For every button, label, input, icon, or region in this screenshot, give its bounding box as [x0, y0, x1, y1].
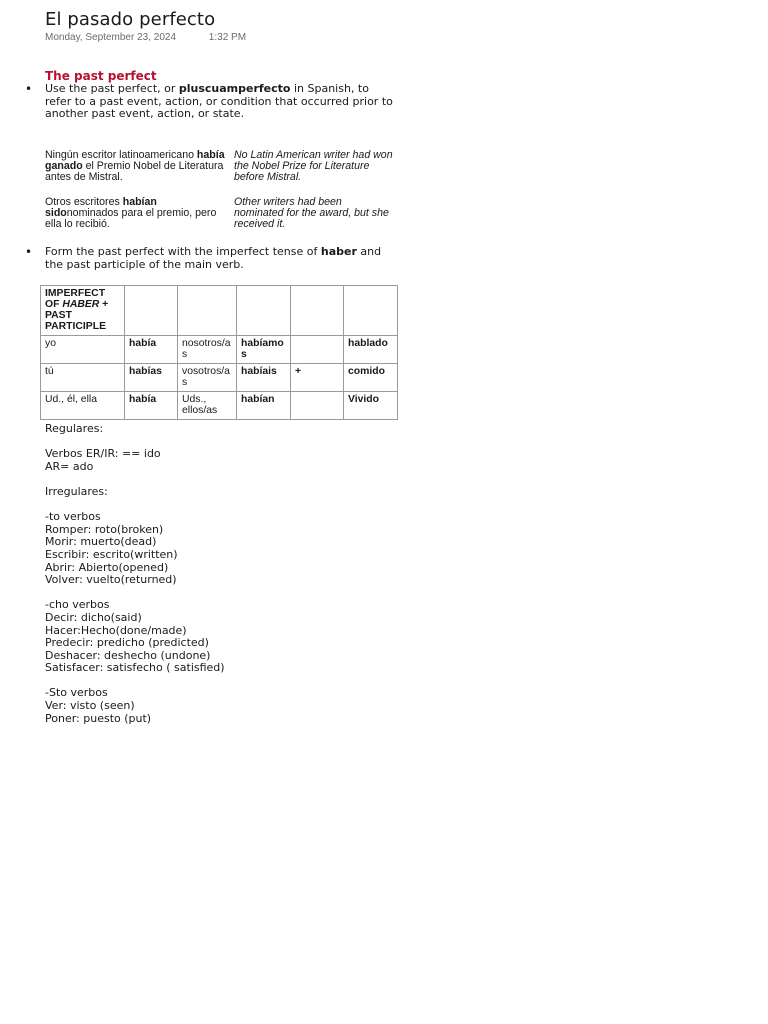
example-text: el Premio Nobel de Literatura antes de Mistral.	[45, 159, 224, 183]
bullet-item-past-perfect-formation	[25, 245, 385, 271]
notes-line: -to verbos	[45, 510, 101, 524]
example-spanish-2	[45, 197, 227, 229]
bullet-text-pre: Use the past perfect, or	[45, 82, 179, 95]
table-cell-participle: Vivido	[344, 392, 398, 420]
table-cell-pronoun: vosotros/as	[178, 364, 237, 392]
table-cell-pronoun: nosotros/as	[178, 336, 237, 364]
notes-line: Abrir: Abierto(opened)	[45, 560, 169, 574]
bullet-text-pre: Form the past perfect with the imperfect tense of	[45, 245, 321, 258]
bullet-text-post: and the past participle of the main verb.	[45, 245, 382, 271]
table-header-empty-cell	[291, 286, 344, 336]
table-header-empty-cell	[125, 286, 178, 336]
notes-line: Deshacer: deshecho (undone)	[45, 648, 211, 662]
table-cell-plus: +	[291, 364, 344, 392]
example-english-1: No Latin American writer had won the Nobel Prize for Literature before Mistral.	[234, 149, 393, 183]
header-text: +	[99, 299, 109, 310]
example-text: nominados para el premio, pero ella lo recibió.	[45, 206, 217, 230]
table-cell-haber: había	[125, 392, 178, 420]
table-cell-haber: habíais	[237, 364, 291, 392]
table-cell-haber: habías	[125, 364, 178, 392]
table-header-row	[41, 286, 398, 336]
table-header-cell	[41, 286, 125, 336]
table-cell-participle: comido	[344, 364, 398, 392]
example-verb: habían sido	[45, 196, 157, 219]
notes-line: Romper: roto(broken)	[45, 522, 164, 536]
notes-line: Volver: vuelto(returned)	[45, 573, 177, 587]
notes-line: Irregulares:	[45, 484, 108, 498]
table-cell-pronoun: yo	[41, 336, 125, 364]
header-text: PAST	[45, 310, 72, 321]
table-cell-plus	[291, 336, 344, 364]
example-english-2: Other writers had been nominated for the award, but she received it.	[234, 196, 389, 230]
header-text: IMPERFECT	[45, 288, 106, 299]
bullet-item-past-perfect-usage	[25, 82, 395, 121]
page-timestamp	[45, 32, 246, 43]
notes-line: -Sto verbos	[45, 686, 108, 700]
header-text: OF	[45, 299, 63, 310]
notes-line: Verbos ER/IR: == ido	[45, 447, 161, 461]
table-cell-pronoun: Uds., ellos/as	[178, 392, 237, 420]
notes-line: Hacer:Hecho(done/made)	[45, 623, 187, 637]
header-text-haber: HABER	[62, 299, 100, 310]
table-cell-participle: hablado	[344, 336, 398, 364]
table-cell-haber: habían	[237, 392, 291, 420]
example-spanish-1	[45, 150, 227, 182]
table-cell-pronoun: Ud., él, ella	[41, 392, 125, 420]
page-time: 1:32 PM	[208, 32, 247, 43]
table-header-empty-cell	[344, 286, 398, 336]
section-heading: The past perfect	[45, 69, 157, 83]
notes-line: Satisfacer: satisfecho ( satisfied)	[45, 661, 225, 675]
table-cell-haber: habíamos	[237, 336, 291, 364]
example-verb: había ganado	[45, 149, 225, 172]
bullet-text-post: in Spanish, to refer to a past event, action, or condition that occurred prior to another past event, action, or state.	[45, 82, 393, 121]
notes-line: Predecir: predicho (predicted)	[45, 636, 209, 650]
header-text: PARTICIPLE	[45, 321, 106, 332]
bullet-icon: •	[25, 245, 33, 259]
notes-line: Regulares:	[45, 422, 104, 435]
table-header-empty-cell	[178, 286, 237, 336]
notes-line: Morir: muerto(dead)	[45, 535, 157, 549]
page-date: Monday, September 23, 2024	[45, 32, 177, 43]
bullet-text-bold: pluscuamperfecto	[178, 82, 291, 95]
conjugation-table	[40, 285, 398, 420]
table-cell-plus	[291, 392, 344, 420]
example-text: Ningún escritor latinoamericano	[45, 149, 197, 161]
page-title: El pasado perfecto	[45, 9, 216, 30]
notes-line: Decir: dicho(said)	[45, 610, 142, 624]
table-header-empty-cell	[237, 286, 291, 336]
table-row	[41, 392, 398, 420]
table-cell-haber: había	[125, 336, 178, 364]
table-row	[41, 336, 398, 364]
notes-line: Poner: puesto (put)	[45, 711, 152, 725]
notes-line: Ver: visto (seen)	[45, 699, 135, 713]
bullet-icon: •	[25, 82, 33, 96]
notes-line: Escribir: escrito(written)	[45, 547, 178, 561]
example-text: Otros escritores	[45, 196, 123, 208]
notes-list	[45, 423, 405, 725]
notes-line: AR= ado	[45, 459, 94, 473]
notes-line: -cho verbos	[45, 598, 110, 612]
table-row	[41, 364, 398, 392]
table-cell-pronoun: tú	[41, 364, 125, 392]
bullet-text-bold: haber	[320, 245, 357, 258]
